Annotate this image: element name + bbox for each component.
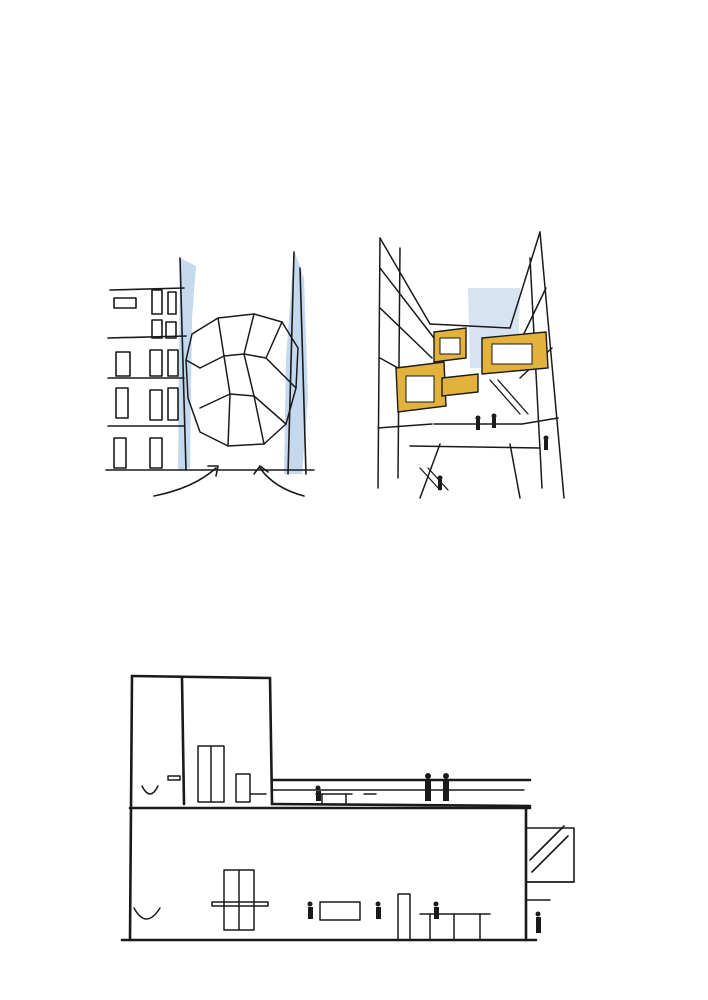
railing [272, 782, 524, 804]
upper-furniture [142, 746, 376, 804]
lower-figures [308, 902, 542, 934]
parasite-facade-sketch [104, 238, 316, 500]
parasite-interior-sketch [370, 228, 572, 510]
upper-figures [316, 773, 450, 801]
parasite-stair-tower [526, 826, 574, 900]
parasite-crystal [186, 314, 298, 446]
ground-arrows [106, 466, 314, 496]
sketch-figures [438, 414, 549, 491]
building-outline [122, 676, 536, 940]
host-building-left [108, 258, 186, 470]
section-drawing [120, 664, 582, 946]
